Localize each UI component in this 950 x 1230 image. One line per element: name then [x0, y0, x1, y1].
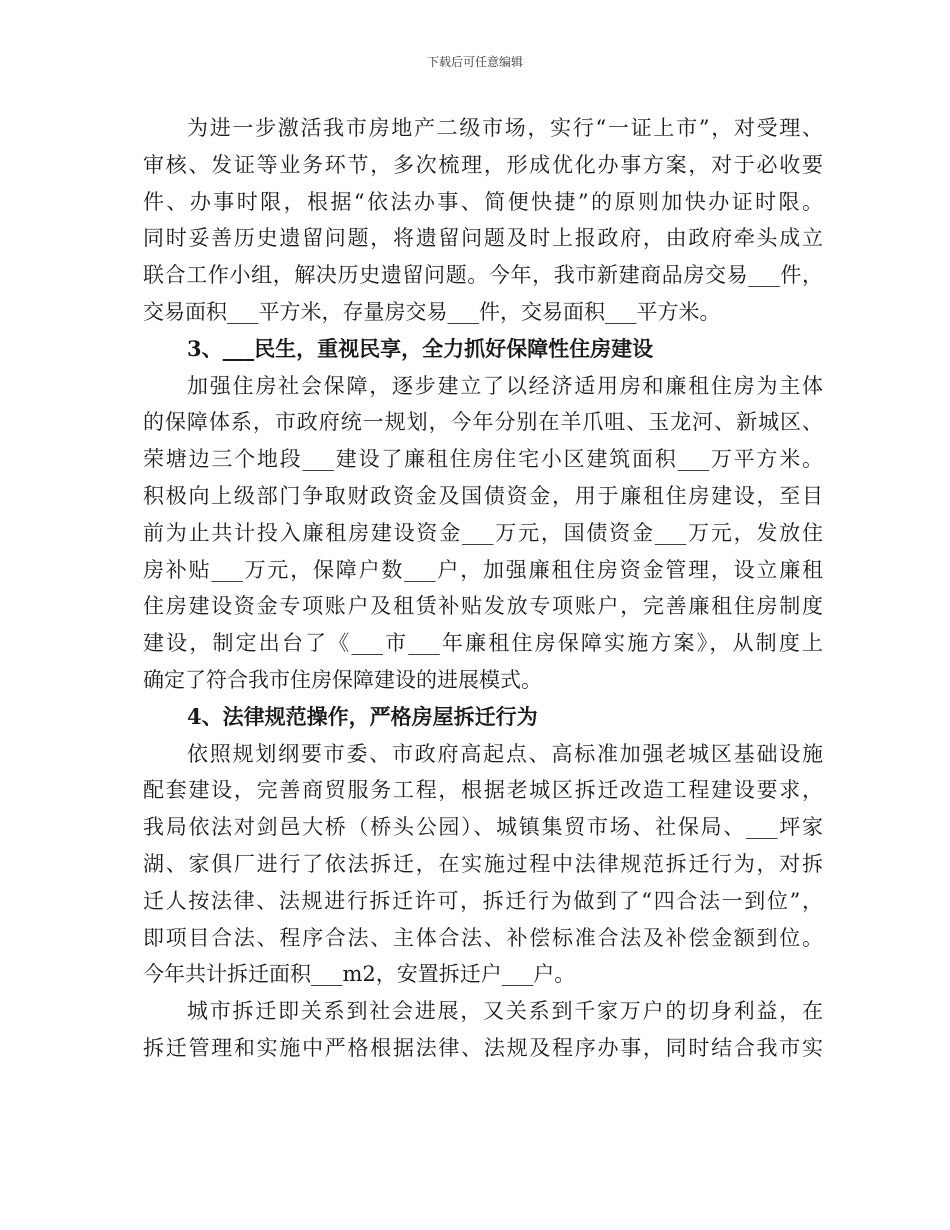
- text-line: 湖、家俱厂进行了依法拆迁，在实施过程中法律规范拆迁行为，对拆: [143, 851, 823, 876]
- paragraph: [143, 110, 823, 331]
- text-line: 交易面积___平方米，存量房交易___件，交易面积___平方米。: [143, 299, 721, 324]
- section-heading: 4、法律规范操作，严格房屋拆迁行为: [187, 703, 538, 729]
- text-line: 城市拆迁即关系到社会进展，又关系到千家万户的切身利益，在: [187, 999, 823, 1024]
- text-line: 荣塘边三个地段___建设了廉租住房住宅小区建筑面积___万平方米。: [143, 447, 823, 472]
- text-line: 前为止共计投入廉租房建设资金___万元，国债资金___万元，发放住: [143, 520, 823, 545]
- text-line: 迁人按法律、法规进行拆迁许可，拆迁行为做到了“四合法一到位”，: [143, 888, 823, 913]
- text-line: 我局依法对剑邑大桥（桥头公园）、城镇集贸市场、社保局、___坪家: [143, 815, 823, 840]
- text-line: 联合工作小组，解决历史遗留问题。今年，我市新建商品房交易___件，: [143, 263, 823, 288]
- text-line: 住房建设资金专项账户及租赁补贴发放专项账户，完善廉租住房制度: [143, 594, 823, 619]
- text-line: 加强住房社会保障，逐步建立了以经济适用房和廉租住房为主体: [187, 373, 823, 398]
- text-line: 即项目合法、程序合法、主体合法、补偿标准合法及补偿金额到位。: [143, 925, 823, 950]
- text-line: 依照规划纲要市委、市政府高起点、高标准加强老城区基础设施: [187, 741, 823, 766]
- section-heading: 3、___民生，重视民享，全力抓好保障性住房建设: [187, 335, 654, 361]
- paragraph: [143, 993, 823, 1067]
- page-header: 下载后可任意编辑: [426, 55, 523, 69]
- text-line: 件、办事时限，根据“依法办事、简便快捷”的原则加快办证时限。: [143, 189, 823, 214]
- text-line: 建设，制定出台了《___市___年廉租住房保障实施方案》，从制度上: [143, 631, 823, 656]
- text-line: 审核、发证等业务环节，多次梳理，形成优化办事方案，对于必收要: [143, 152, 823, 177]
- text-line: 配套建设，完善商贸服务工程，根据老城区拆迁改造工程建设要求，: [143, 778, 823, 803]
- text-line: 的保障体系，市政府统一规划，今年分别在羊爪咀、玉龙河、新城区、: [143, 410, 823, 435]
- text-line: 拆迁管理和实施中严格根据法律、法规及程序办事，同时结合我市实: [143, 1035, 823, 1060]
- document-body: [143, 110, 823, 1067]
- text-line: 今年共计拆迁面积___m2，安置拆迁户___户。: [143, 962, 576, 987]
- paragraph: [143, 736, 823, 994]
- text-line: 确定了符合我市住房保障建设的进展模式。: [143, 667, 542, 692]
- text-line: 积极向上级部门争取财政资金及国债资金，用于廉租住房建设，至目: [143, 483, 823, 508]
- text-line: 房补贴___万元，保障户数___户，加强廉租住房资金管理，设立廉租: [143, 557, 823, 582]
- text-line: 为进一步激活我市房地产二级市场，实行“一证上市”，对受理、: [187, 116, 823, 140]
- paragraph: [143, 368, 823, 699]
- text-line: 同时妥善历史遗留问题，将遗留问题及时上报政府，由政府牵头成立: [143, 226, 823, 251]
